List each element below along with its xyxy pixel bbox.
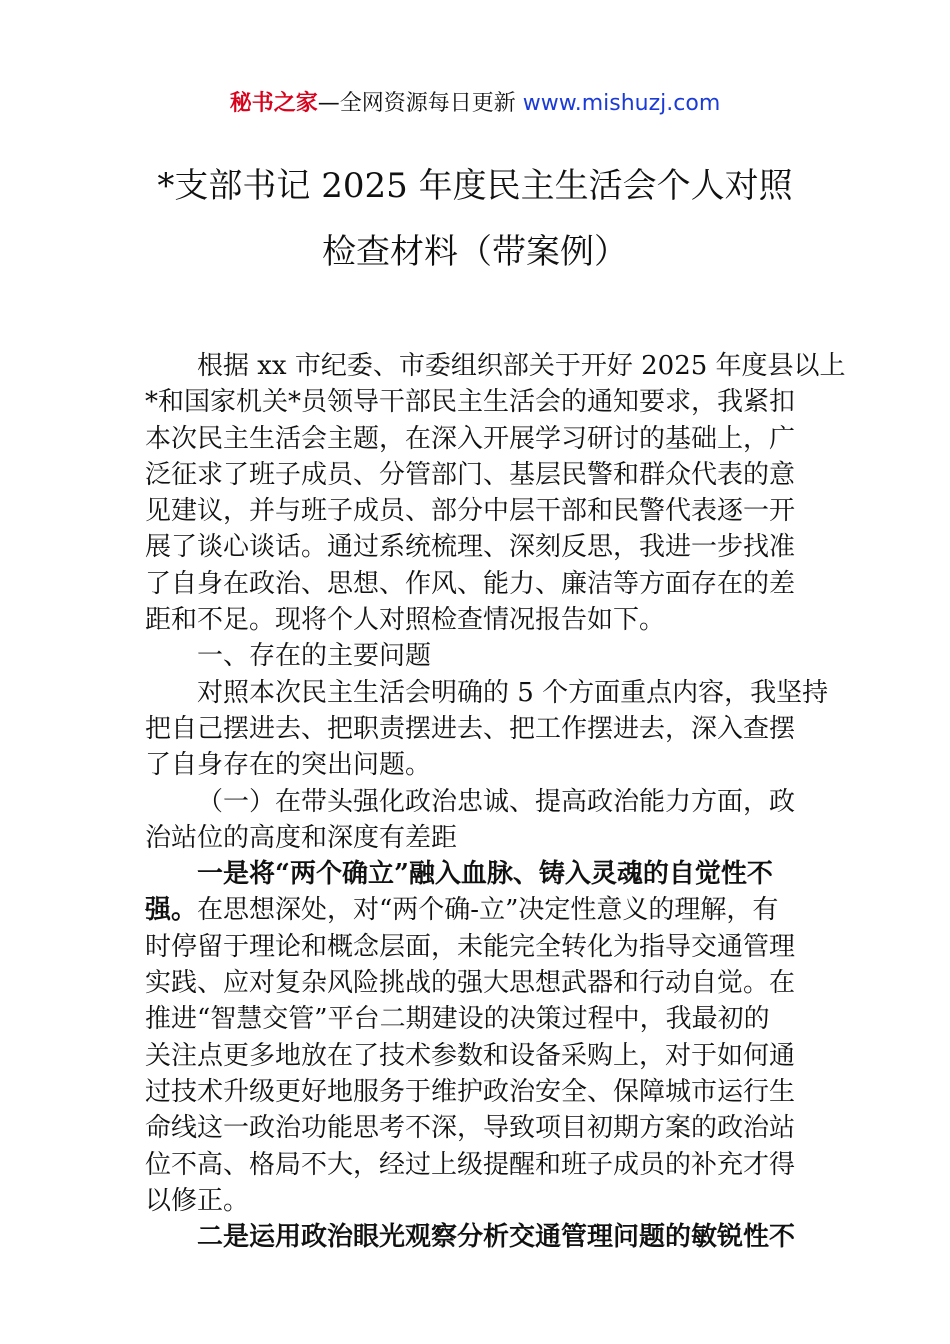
paragraph-line: 关注点更多地放在了技术参数和设备采购上，对于如何通	[145, 1040, 796, 1071]
site-header	[0, 88, 950, 120]
document-title-line-1: *支部书记 2025 年度民主生活会个人对照	[157, 166, 793, 206]
paragraph-line: 命线这一政治功能思考不深，导致项目初期方案的政治站	[145, 1113, 796, 1144]
section-heading: 一、存在的主要问题	[197, 641, 432, 672]
paragraph-line: 以修正。	[145, 1185, 250, 1216]
paragraph-text: 在思想深处，对“两个确-立”决定性意义的理解，有	[197, 895, 779, 926]
paragraph-line: 过技术升级更好地服务于维护政治安全、保障城市运行生	[145, 1076, 796, 1107]
paragraph-line: 根据 xx 市纪委、市委组织部关于开好 2025 年度县以上	[197, 351, 846, 381]
paragraph-line: 时停留于理论和概念层面，未能完全转化为指导交通管理	[145, 931, 796, 962]
paragraph-line: 见建议，并与班子成员、部分中层干部和民警代表逐一开	[145, 496, 796, 527]
paragraph-line: 本次民主生活会主题，在深入开展学习研讨的基础上，广	[145, 423, 796, 454]
bold-point-ending: 强。	[145, 895, 198, 926]
paragraph-line	[145, 892, 810, 928]
subsection-heading: （一）在带头强化政治忠诚、提高政治能力方面，政	[197, 786, 796, 817]
paragraph-line: 泛征求了班子成员、分管部门、基层民警和群众代表的意	[145, 459, 796, 490]
paragraph-line: 距和不足。现将个人对照检查情况报告如下。	[145, 605, 666, 636]
paragraph-line: 对照本次民主生活会明确的 5 个方面重点内容，我坚持	[197, 677, 829, 708]
paragraph-line: 了自身存在的突出问题。	[145, 750, 432, 781]
document-title-line-2: 检查材料（带案例）	[322, 232, 628, 272]
paragraph-line: 展了谈心谈话。通过系统梳理、深刻反思，我进一步找准	[145, 532, 796, 563]
subsection-heading: 治站位的高度和深度有差距	[145, 822, 458, 853]
bold-point-line: 一是将“两个确立”融入血脉、铸入灵魂的自觉性不	[197, 859, 773, 890]
brand-name: 秘书之家	[229, 91, 318, 116]
paragraph-line: 把自己摆进去、把职责摆进去、把工作摆进去，深入查摆	[145, 713, 796, 744]
paragraph-line: 推进“智慧交管”平台二期建设的决策过程中，我最初的	[145, 1004, 770, 1035]
site-url-link[interactable]: www.mishuzj.com	[522, 91, 721, 116]
document-body	[145, 348, 846, 1255]
paragraph-line: 位不高、格局不大，经过上级提醒和班子成员的补充才得	[145, 1149, 796, 1180]
bold-point-line: 二是运用政治眼光观察分析交通管理问题的敏锐性不	[197, 1222, 796, 1253]
paragraph-line: 实践、应对复杂风险挑战的强大思想武器和行动自觉。在	[145, 968, 796, 999]
header-tagline: —全网资源每日更新	[317, 91, 523, 116]
paragraph-line: *和国家机关*员领导干部民主生活会的通知要求，我紧扣	[145, 387, 796, 418]
paragraph-line: 了自身在政治、思想、作风、能力、廉洁等方面存在的差	[145, 568, 796, 599]
